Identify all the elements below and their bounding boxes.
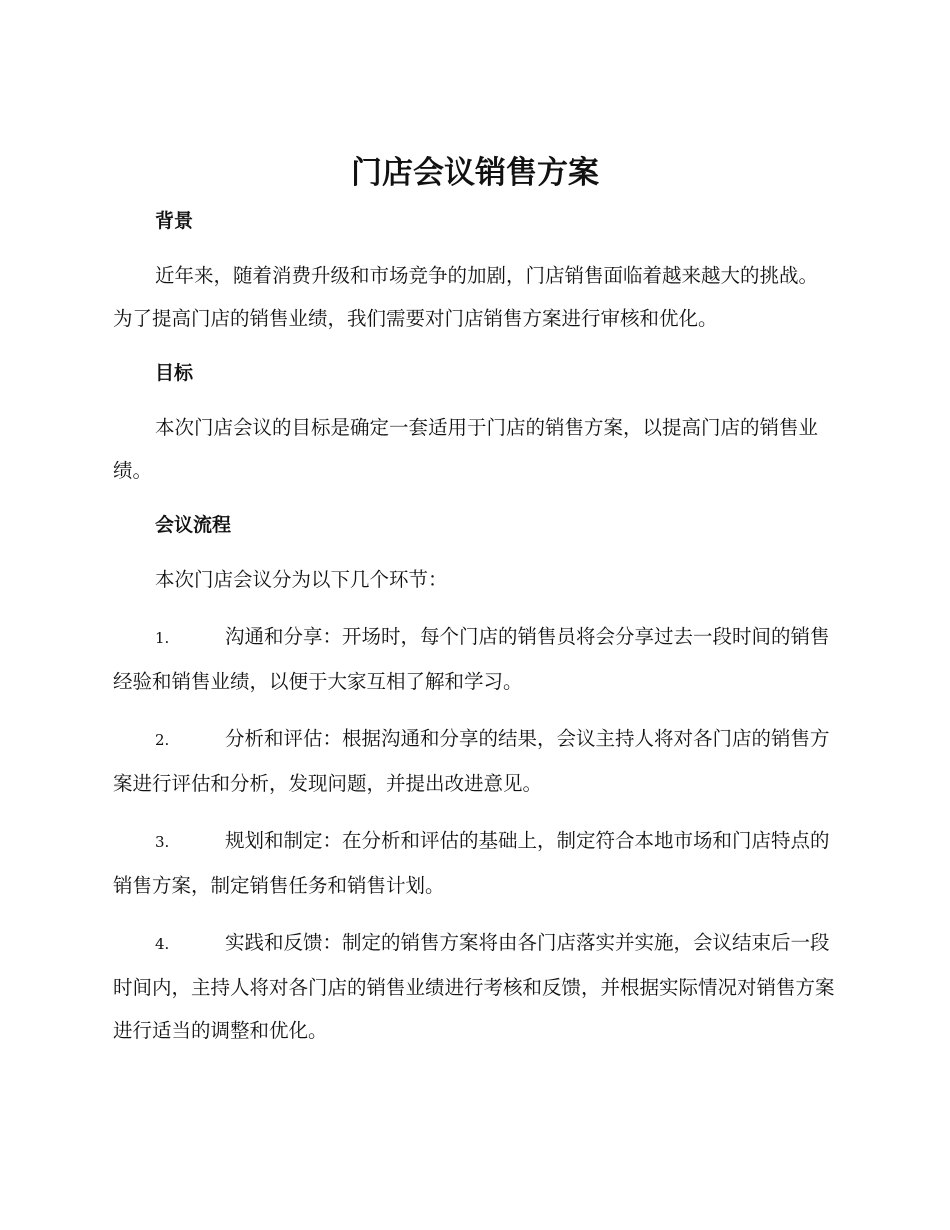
list-item-text: 规划和制定：在分析和评估的基础上，制定符合本地市场和门店特点的销售方案，制定销售任务和销售计划。 — [113, 829, 830, 897]
list-item — [113, 921, 835, 1052]
list-item — [113, 819, 835, 907]
list-item — [113, 717, 835, 805]
list-number: 2. — [155, 731, 170, 749]
section-heading-background: 背景 — [155, 210, 194, 232]
process-intro: 本次门店会议分为以下几个环节： — [155, 568, 448, 591]
list-item-text: 分析和评估：根据沟通和分享的结果，会议主持人将对各门店的销售方案进行评估和分析，发现问题，并提出改进意见。 — [113, 727, 830, 795]
list-item-text: 沟通和分享：开场时，每个门店的销售员将会分享过去一段时间的销售经验和销售业绩，以便于大家互相了解和学习。 — [113, 625, 830, 693]
background-paragraph: 近年来，随着消费升级和市场竞争的加剧，门店销售面临着越来越大的挑战。为了提高门店的销售业绩，我们需要对门店销售方案进行审核和优化。 — [113, 264, 819, 330]
document-title: 门店会议销售方案 — [351, 155, 599, 191]
list-item-text: 实践和反馈：制定的销售方案将由各门店落实并实施，会议结束后一段时间内，主持人将对各门店的销售业绩进行考核和反馈，并根据实际情况对销售方案进行适当的调整和优化。 — [113, 931, 835, 1042]
list-number: 3. — [155, 833, 170, 851]
list-item — [113, 615, 835, 703]
section-heading-goal: 目标 — [155, 362, 194, 384]
list-number: 1. — [155, 629, 170, 647]
document-body — [113, 202, 835, 1052]
goal-paragraph: 本次门店会议的目标是确定一套适用于门店的销售方案，以提高门店的销售业绩。 — [113, 416, 819, 482]
list-number: 4. — [155, 935, 170, 953]
section-heading-process: 会议流程 — [155, 514, 232, 536]
